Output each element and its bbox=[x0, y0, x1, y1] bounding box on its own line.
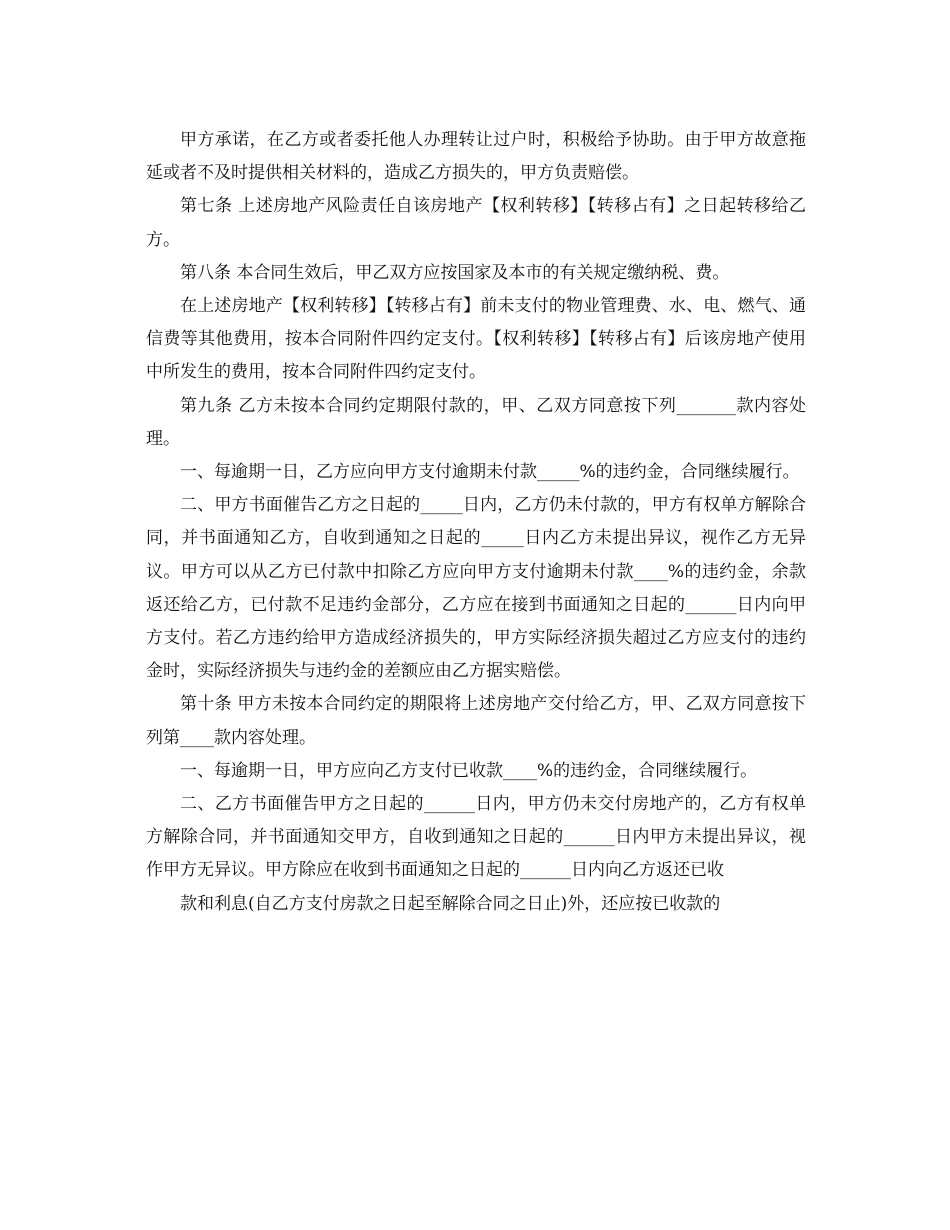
paragraph-article-8: 第八条 本合同生效后，甲乙双方应按国家及本市的有关规定缴纳税、费。 bbox=[180, 262, 730, 283]
paragraph-article-10-clause-1: 一、每逾期一日，甲方应向乙方支付已收款____%的违约金，合同继续履行。 bbox=[180, 760, 758, 781]
paragraph-article-10: 第十条 甲方未按本合同约定的期限将上述房地产交付给乙方，甲、乙双方同意按下列第____款内容处理。 bbox=[146, 694, 806, 748]
paragraph-article-9-clause-2: 二、甲方书面催告乙方之日起的_____日内，乙方仍未付款的，甲方有权单方解除合同，并书面通知乙方，自收到通知之日起的_____日内乙方未提出异议，视作乙方无异议。甲方可以从乙方已付款中扣除乙方应向甲方支付逾期未付款____%的违约金，余款返还给乙方，已付款不足违约金部分，乙方应在接到书面通知之日起的______日内向甲方支付。若乙方违约给甲方造成经济损失的，甲方实际经济损失超过乙方应支付的违约金时，实际经济损失与违约金的差额应由乙方据实赔偿。 bbox=[146, 495, 806, 682]
paragraph-refund-interest: 款和利息(自乙方支付房款之日起至解除合同之日止)外，还应按已收款的 bbox=[180, 893, 721, 914]
paragraph-article-9: 第九条 乙方未按本合同约定期限付款的，甲、乙双方同意按下列_______款内容处理。 bbox=[146, 395, 806, 449]
paragraph-seller-assistance: 甲方承诺，在乙方或者委托他人办理转让过户时，积极给予协助。由于甲方故意拖延或者不及时提供相关材料的，造成乙方损失的，甲方负责赔偿。 bbox=[146, 130, 806, 184]
document-body bbox=[146, 124, 806, 921]
paragraph-property-fees: 在上述房地产【权利转移】【转移占有】前未支付的物业管理费、水、电、燃气、通信费等其他费用，按本合同附件四约定支付。【权利转移】【转移占有】后该房地产使用中所发生的费用，按本合同附件四约定支付。 bbox=[146, 296, 806, 383]
paragraph-article-10-clause-2: 二、乙方书面催告甲方之日起的______日内，甲方仍未交付房地产的，乙方有权单方解除合同，并书面通知交甲方，自收到通知之日起的______日内甲方未提出异议，视作甲方无异议。甲方除应在收到书面通知之日起的______日内向乙方返还已收 bbox=[146, 794, 806, 881]
paragraph-article-9-clause-1: 一、每逾期一日，乙方应向甲方支付逾期未付款_____%的违约金，合同继续履行。 bbox=[180, 462, 800, 483]
paragraph-article-7: 第七条 上述房地产风险责任自该房地产【权利转移】【转移占有】之日起转移给乙方。 bbox=[146, 196, 806, 250]
